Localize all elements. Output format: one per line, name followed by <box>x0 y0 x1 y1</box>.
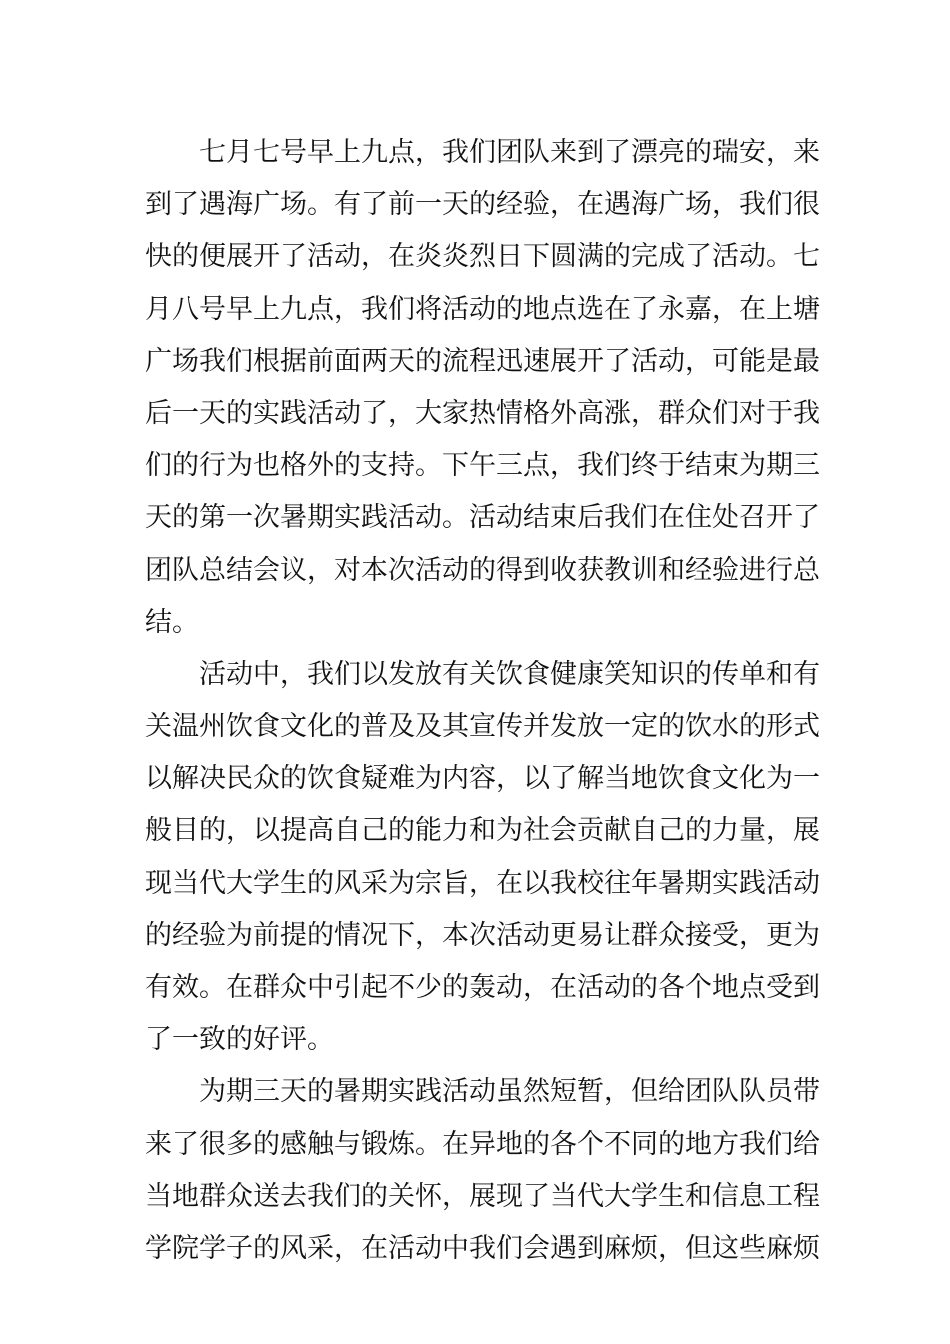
paragraph-3 <box>145 1066 820 1275</box>
text-line: 到了遇海广场。有了前一天的经验，在遇海广场，我们很 <box>145 189 820 221</box>
text-line: 快的便展开了活动，在炎炎烈日下圆满的完成了活动。七 <box>145 241 820 273</box>
text-line: 月八号早上九点，我们将活动的地点选在了永嘉，在上塘 <box>145 293 820 325</box>
text-line: 七月七号早上九点，我们团队来到了漂亮的瑞安，来 <box>199 137 820 168</box>
text-line: 以解决民众的饮食疑难为内容，以了解当地饮食文化为一 <box>145 763 820 795</box>
document-body <box>145 127 820 1275</box>
paragraph-2 <box>145 649 820 1067</box>
text-line: 广场我们根据前面两天的流程迅速展开了活动，可能是最 <box>145 345 820 377</box>
text-line: 为期三天的暑期实践活动虽然短暂，但给团队队员带 <box>199 1076 820 1108</box>
text-line: 结。 <box>145 606 199 638</box>
text-line: 团队总结会议，对本次活动的得到收获教训和经验进行总 <box>145 554 820 586</box>
text-line: 的经验为前提的情况下，本次活动更易让群众接受，更为 <box>145 919 820 951</box>
paragraph-1 <box>145 127 820 649</box>
text-line: 学院学子的风采，在活动中我们会遇到麻烦，但这些麻烦 <box>145 1232 820 1264</box>
text-line: 们的行为也格外的支持。下午三点，我们终于结束为期三 <box>145 450 820 482</box>
text-line: 天的第一次暑期实践活动。活动结束后我们在住处召开了 <box>145 502 820 534</box>
text-line: 来了很多的感触与锻炼。在异地的各个不同的地方我们给 <box>145 1128 820 1160</box>
text-line: 活动中，我们以发放有关饮食健康笑知识的传单和有 <box>199 658 820 690</box>
text-line: 当地群众送去我们的关怀，展现了当代大学生和信息工程 <box>145 1180 820 1212</box>
text-line: 关温州饮食文化的普及及其宣传并发放一定的饮水的形式 <box>145 711 820 743</box>
text-line: 后一天的实践活动了，大家热情格外高涨，群众们对于我 <box>145 397 820 429</box>
text-line: 有效。在群众中引起不少的轰动，在活动的各个地点受到 <box>145 972 820 1003</box>
text-line: 般目的，以提高自己的能力和为社会贡献自己的力量，展 <box>145 815 820 847</box>
text-line: 了一致的好评。 <box>145 1024 334 1056</box>
text-line: 现当代大学生的风采为宗旨，在以我校往年暑期实践活动 <box>145 867 820 899</box>
